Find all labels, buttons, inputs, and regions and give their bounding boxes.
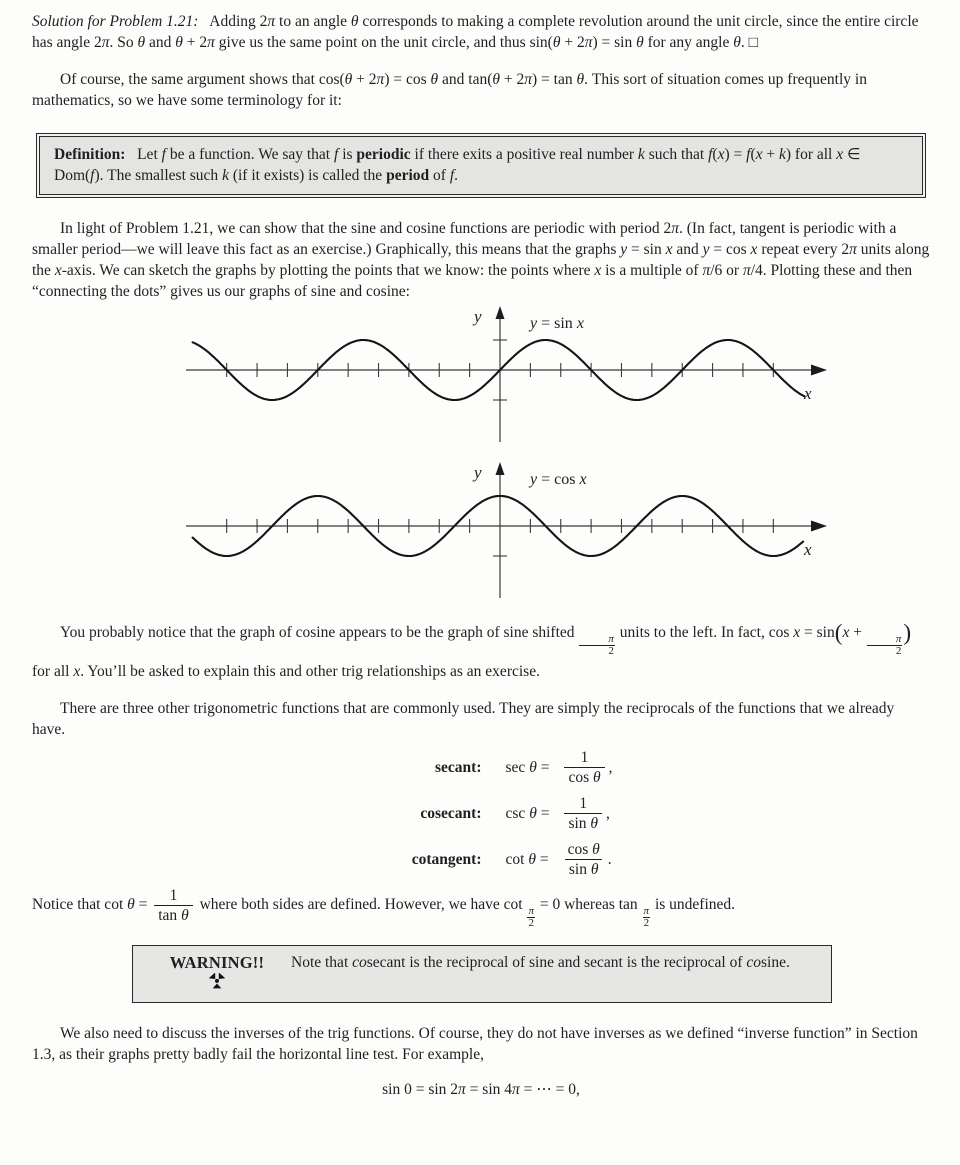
cosine-plot (184, 460, 832, 600)
sine-zeros-equation: sin 0 = sin 2π = sin 4π = ⋯ = 0, (382, 1080, 580, 1098)
reciprocals-paragraph: There are three other trigonometric functions that are commonly used. They are simply the reciprocals of the functions that we already have. (32, 699, 895, 738)
equation-row (350, 748, 613, 787)
equation-label: cotangent: (411, 850, 482, 868)
equation-lhs: cot θ = (505, 850, 549, 868)
equation-row (350, 840, 613, 879)
equation-lhs: csc θ = (505, 804, 550, 822)
x-axis-arrow (811, 521, 827, 532)
y-axis-label: y (474, 463, 482, 482)
equation-label: cosecant: (420, 804, 482, 822)
cot-notice-paragraph (32, 886, 930, 929)
definition-box-inner (39, 136, 923, 195)
equation-fraction: $\frac{\text{cos θ}}{\text{sin θ}}$ (564, 840, 604, 879)
reciprocal-equations-block (350, 748, 613, 879)
definition-box (36, 133, 926, 198)
cosine-graph (184, 460, 832, 606)
warning-label: WARNING!! (169, 952, 265, 972)
warning-header (143, 952, 291, 995)
equation-punctuation: . (607, 850, 612, 868)
equation-punctuation: , (608, 758, 613, 776)
sine-graph (184, 304, 832, 450)
sine-plot (184, 304, 832, 444)
equation-punctuation: , (606, 804, 610, 822)
equation-fraction: $\frac{1}{\text{sin θ}}$ (564, 794, 602, 833)
equation-lhs: sec θ = (505, 758, 550, 776)
solution-paragraph: Solution for Problem 1.21: Adding 2π to an angle θ corresponds to making a complete revolution around the unit circle, since the entire circle has angle 2π. So θ and θ + 2π give us the same point on the unit circle, and thus sin(θ + 2π) = sin θ for any angle θ. □ (32, 13, 919, 51)
curve-title: y = sin x (530, 315, 584, 332)
definition-text: Definition: Let f be a function. We say that f is periodic if there exits a positive real number k such that f(x) = f(x + k) for all x ∈ Dom(f). The smallest such k (if it exists) is called the period of f. (54, 146, 861, 184)
equation-row (350, 794, 613, 833)
equation-fraction: $\frac{1}{\text{cos θ}}$ (564, 748, 604, 787)
x-axis-arrow (811, 365, 827, 376)
periodic-paragraph: In light of Problem 1.21, we can show that the sine and cosine functions are periodic with period 2π. (In fact, tangent is periodic with a smaller period—we will leave this fact as an exercise.) Graphically, this means that the graphs y = sin x and y = cos x repeat every 2π units along the x-axis. We can sketch the graphs by plotting the points that we know: the points where x is a multiple of π/6 or π/4. Plotting these and then “connecting the dots” gives us our graphs of sine and cosine: (32, 220, 930, 300)
cot-notice-text: Notice that cot θ = $\frac{1}{\text{tan θ}}$ where both sides are defined. However, we have cot $\frac{\pi}{2}$ = 0 whereas tan $\frac{\pi}{2}$ is undefined. (32, 886, 736, 929)
shift-paragraph: You probably notice that the graph of cosine appears to be the graph of sine shifted $\frac{\pi}{2}$ units to the left. In fact, cos x = sin(x + $\frac{\pi}{2}$ ) for all x. You’ll be asked to explain this and other trig relationships as an exercise. (32, 619, 912, 680)
y-axis-arrow (496, 306, 505, 319)
y-axis-arrow (496, 462, 505, 475)
inverses-paragraph: We also need to discuss the inverses of the trig functions. Of course, they do not have inverses as we defined “inverse function” in Section 1.3, as their graphs pretty badly fail the horizontal line test. For example, (32, 1024, 918, 1063)
x-axis-label: x (804, 384, 812, 403)
y-axis-label: y (474, 307, 482, 326)
warning-box (132, 945, 832, 1003)
cos-tan-paragraph: Of course, the same argument shows that cos(θ + 2π) = cos θ and tan(θ + 2π) = tan θ. This sort of situation comes up frequently in mathematics, so we have some terminology for it: (32, 71, 867, 109)
curve-title: y = cos x (530, 471, 587, 488)
x-axis-label: x (804, 540, 812, 559)
warning-text: Note that cosecant is the reciprocal of sine and secant is the reciprocal of cosine. (291, 953, 790, 971)
equation-label: secant: (435, 758, 482, 776)
radiation-trefoil-icon (208, 973, 226, 989)
